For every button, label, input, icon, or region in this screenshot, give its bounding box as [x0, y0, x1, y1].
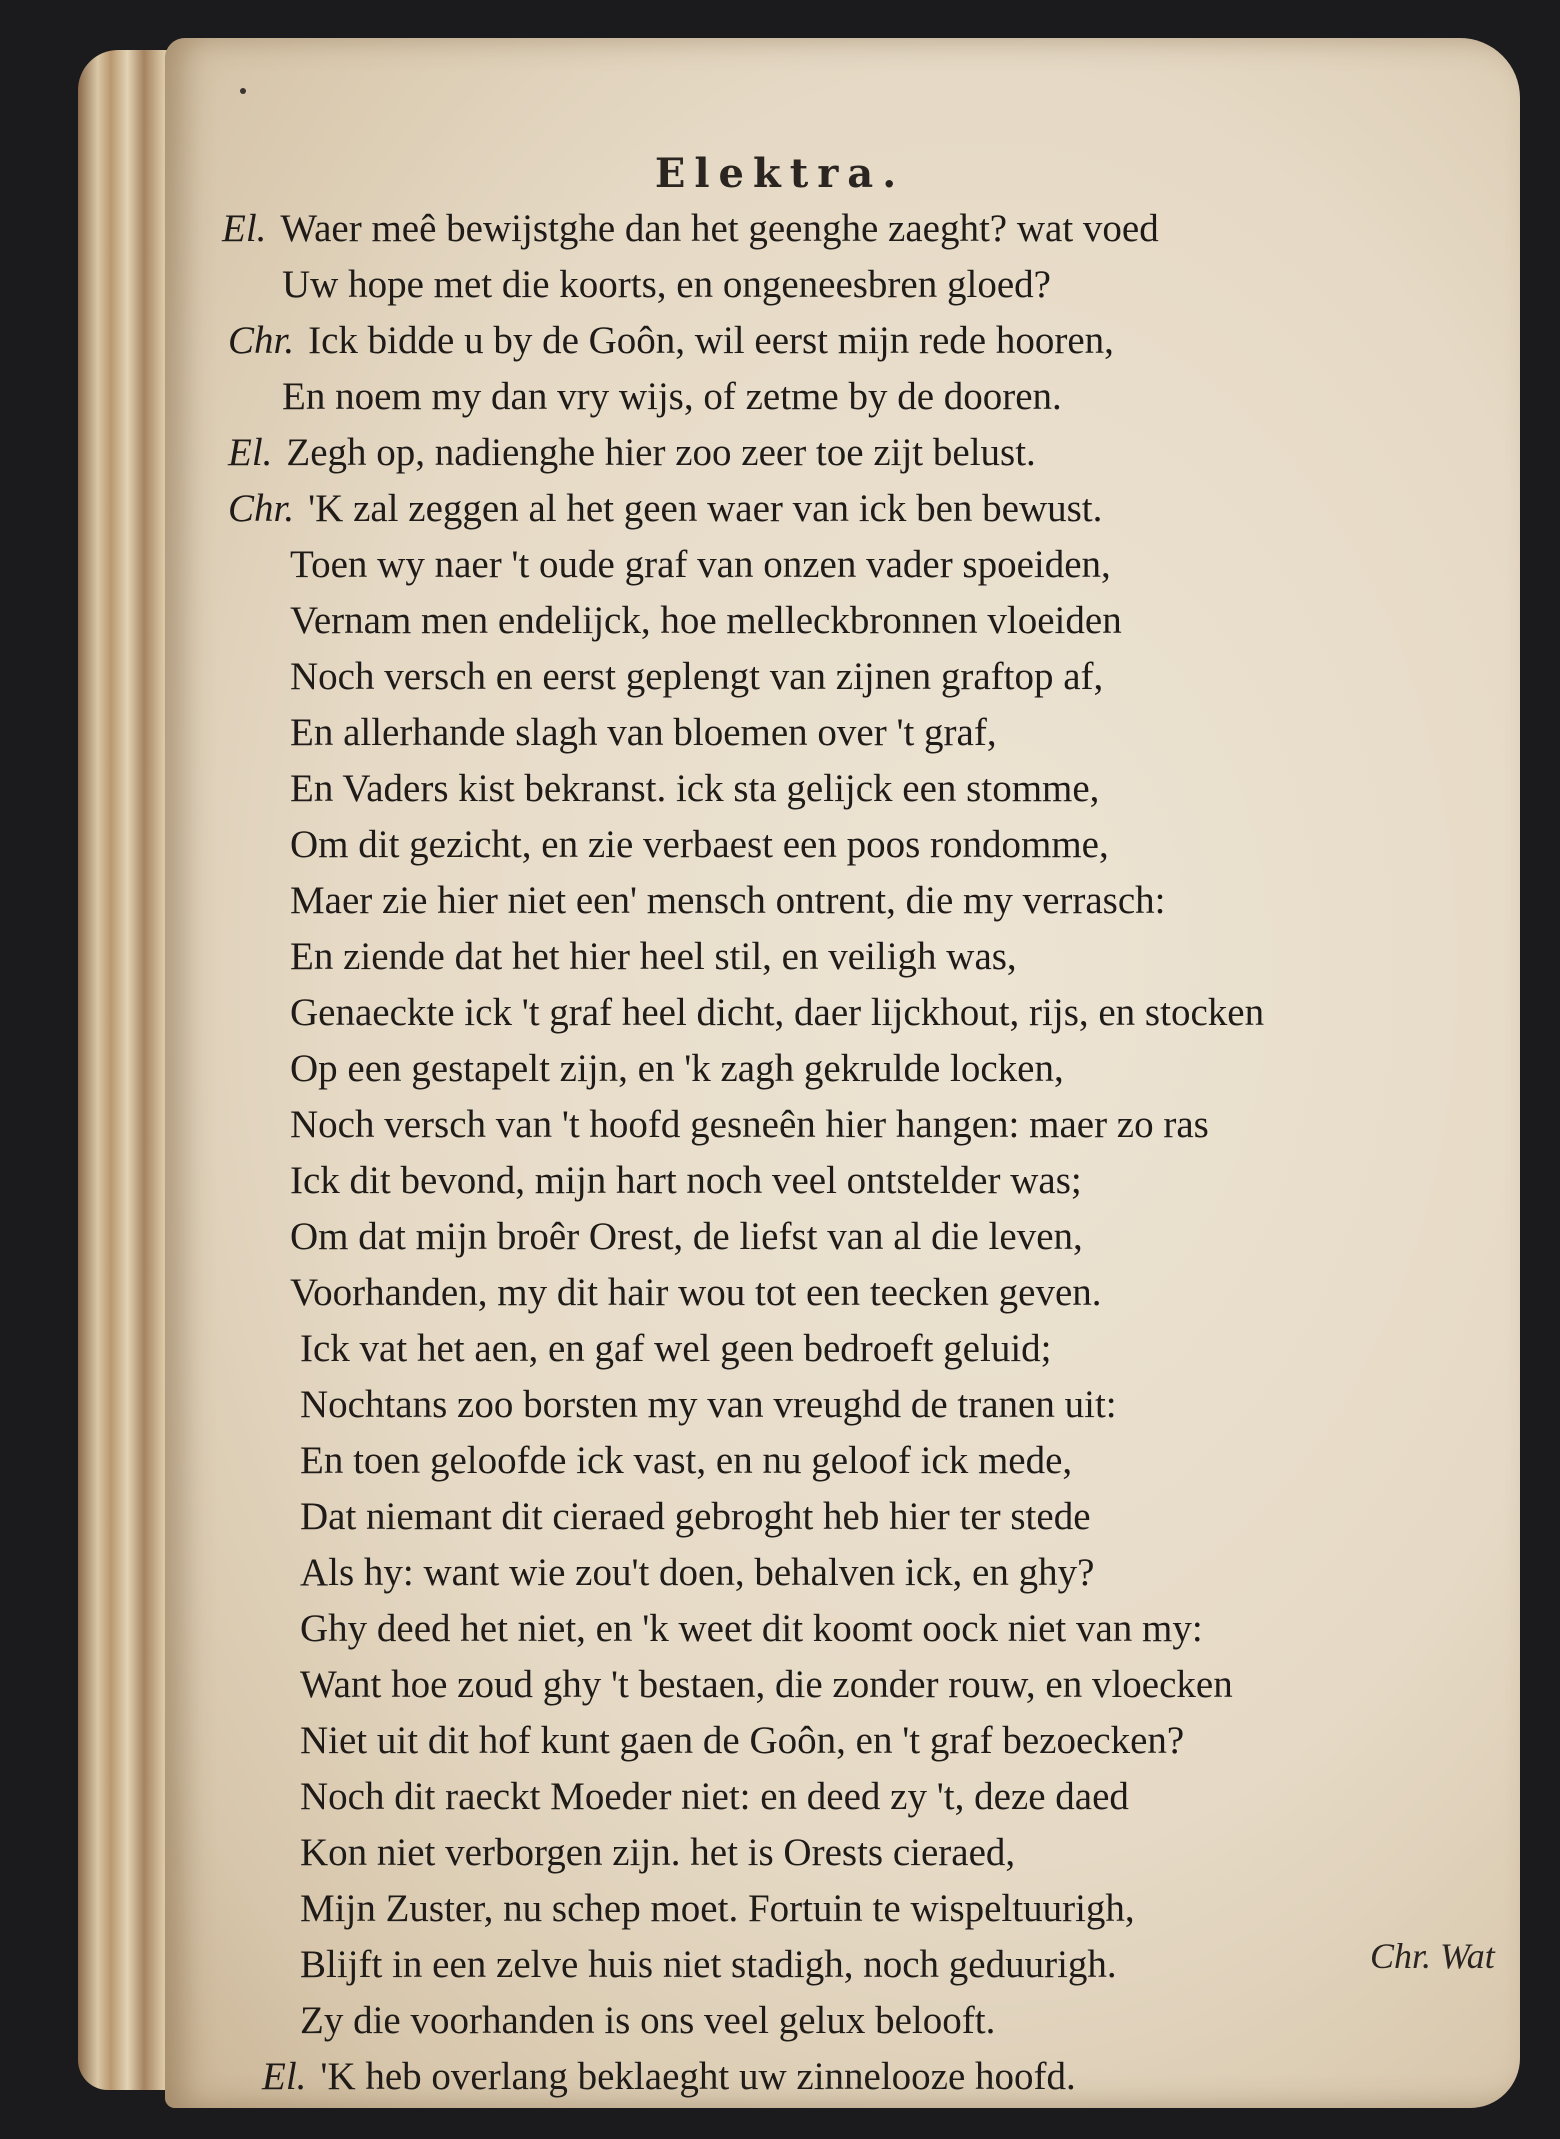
- verse-line: [300, 1437, 1072, 1485]
- speaker-label: El.: [228, 431, 273, 474]
- verse-line: [300, 1773, 1129, 1821]
- line-text: Vernam men endelijck, hoe melleckbronnen vloeiden: [290, 599, 1122, 642]
- line-text: Voorhanden, my dit hair wou tot een teecken geven.: [290, 1271, 1102, 1314]
- verse-line: [300, 1605, 1203, 1653]
- ink-speck: [240, 88, 246, 94]
- verse-line: [290, 765, 1099, 813]
- verse-line: [290, 653, 1103, 701]
- verse-line: [290, 1213, 1083, 1261]
- verse-line: [290, 933, 1017, 981]
- line-text: Ick dit bevond, mijn hart noch veel ontstelder was;: [290, 1159, 1082, 1202]
- verse-line: [290, 1269, 1102, 1317]
- verse-line: [228, 317, 1114, 365]
- verse-line: [222, 205, 1159, 253]
- line-text: Noch versch van 't hoofd gesneên hier hangen: maer zo ras: [290, 1103, 1209, 1146]
- verse-line: [290, 1157, 1082, 1205]
- line-text: En Vaders kist bekranst. ick sta gelijck een stomme,: [290, 767, 1100, 810]
- line-text: Dat niemant dit cieraed gebroght heb hier ter stede: [300, 1495, 1091, 1538]
- verse-line: [300, 1381, 1117, 1429]
- line-text: Nochtans zoo borsten my van vreughd de tranen uit:: [300, 1383, 1117, 1426]
- line-text: Op een gestapelt zijn, en 'k zagh gekrulde locken,: [290, 1047, 1064, 1090]
- line-text: Niet uit dit hof kunt gaen de Goôn, en 't graf bezoecken?: [300, 1719, 1185, 1762]
- line-text: Om dat mijn broêr Orest, de liefst van al die leven,: [290, 1215, 1083, 1258]
- line-text: 'K zal zeggen al het geen waer van ick ben bewust.: [308, 487, 1103, 530]
- line-text: Uw hope met die koorts, en ongeneesbren gloed?: [282, 263, 1051, 306]
- line-text: En ziende dat het hier heel stil, en veiligh was,: [290, 935, 1017, 978]
- catchword: Chr. Wat: [1370, 1936, 1495, 1976]
- speaker-label: Chr.: [228, 319, 295, 362]
- verse-line: [228, 485, 1102, 533]
- line-text: Zy die voorhanden is ons veel gelux belooft.: [300, 1999, 996, 2042]
- verse-line: [282, 261, 1051, 309]
- running-head: Elektra.: [654, 150, 906, 197]
- verse-line: [300, 1325, 1052, 1373]
- line-text: Toen wy naer 't oude graf van onzen vader spoeiden,: [290, 543, 1111, 586]
- line-text: Maer zie hier niet een' mensch ontrent, die my verrasch:: [290, 879, 1166, 922]
- speaker-label: El.: [222, 207, 267, 250]
- verse-line: [300, 1997, 995, 2045]
- line-text: En noem my dan vry wijs, of zetme by de dooren.: [282, 375, 1062, 418]
- speaker-label: Chr.: [228, 487, 295, 530]
- verse-line: [290, 1101, 1209, 1149]
- line-text: Als hy: want wie zou't doen, behalven ick, en ghy?: [300, 1551, 1095, 1594]
- verse-line: [300, 1549, 1094, 1597]
- line-text: 'K heb overlang beklaeght uw zinnelooze hoofd.: [320, 2055, 1076, 2098]
- line-text: Noch versch en eerst geplengt van zijnen graftop af,: [290, 655, 1104, 698]
- line-text: Genaeckte ick 't graf heel dicht, daer lijckhout, rijs, en stocken: [290, 991, 1265, 1034]
- verse-line: [300, 1885, 1135, 1933]
- verse-line: [282, 373, 1062, 421]
- line-text: Want hoe zoud ghy 't bestaen, die zonder rouw, en vloecken: [300, 1663, 1233, 1706]
- verse-line: [300, 1829, 1015, 1877]
- verse-line: [290, 989, 1264, 1037]
- verse-line: [290, 709, 997, 757]
- verse-line: [228, 429, 1036, 477]
- line-text: En allerhande slagh van bloemen over 't graf,: [290, 711, 997, 754]
- line-text: Zegh op, nadienghe hier zoo zeer toe zijt belust.: [286, 431, 1036, 474]
- verse-line: [290, 821, 1109, 869]
- line-text: Waer meê bewijstghe dan het geenghe zaeght? wat voed: [280, 207, 1159, 250]
- line-text: Kon niet verborgen zijn. het is Orests cieraed,: [300, 1831, 1016, 1874]
- verse-line: [290, 597, 1122, 645]
- verse-line: [290, 877, 1166, 925]
- speaker-label: El.: [262, 2055, 307, 2098]
- line-text: Noch dit raeckt Moeder niet: en deed zy 't, deze daed: [300, 1775, 1129, 1818]
- verse-line: [300, 1717, 1184, 1765]
- verse-line: [300, 1941, 1117, 1989]
- line-text: Ghy deed het niet, en 'k weet dit koomt oock niet van my:: [300, 1607, 1203, 1650]
- line-text: Blijft in een zelve huis niet stadigh, noch geduurigh.: [300, 1943, 1117, 1986]
- line-text: En toen geloofde ick vast, en nu geloof ick mede,: [300, 1439, 1073, 1482]
- verse-line: [262, 2053, 1076, 2101]
- verse-line: [300, 1661, 1233, 1709]
- verse-line: [290, 541, 1111, 589]
- verse-line: [300, 1493, 1091, 1541]
- line-text: Ick bidde u by de Goôn, wil eerst mijn rede hooren,: [308, 319, 1114, 362]
- line-text: Mijn Zuster, nu schep moet. Fortuin te wispeltuurigh,: [300, 1887, 1135, 1930]
- line-text: Om dit gezicht, en zie verbaest een poos rondomme,: [290, 823, 1109, 866]
- line-text: Ick vat het aen, en gaf wel geen bedroeft geluid;: [300, 1327, 1052, 1370]
- verse-line: [290, 1045, 1064, 1093]
